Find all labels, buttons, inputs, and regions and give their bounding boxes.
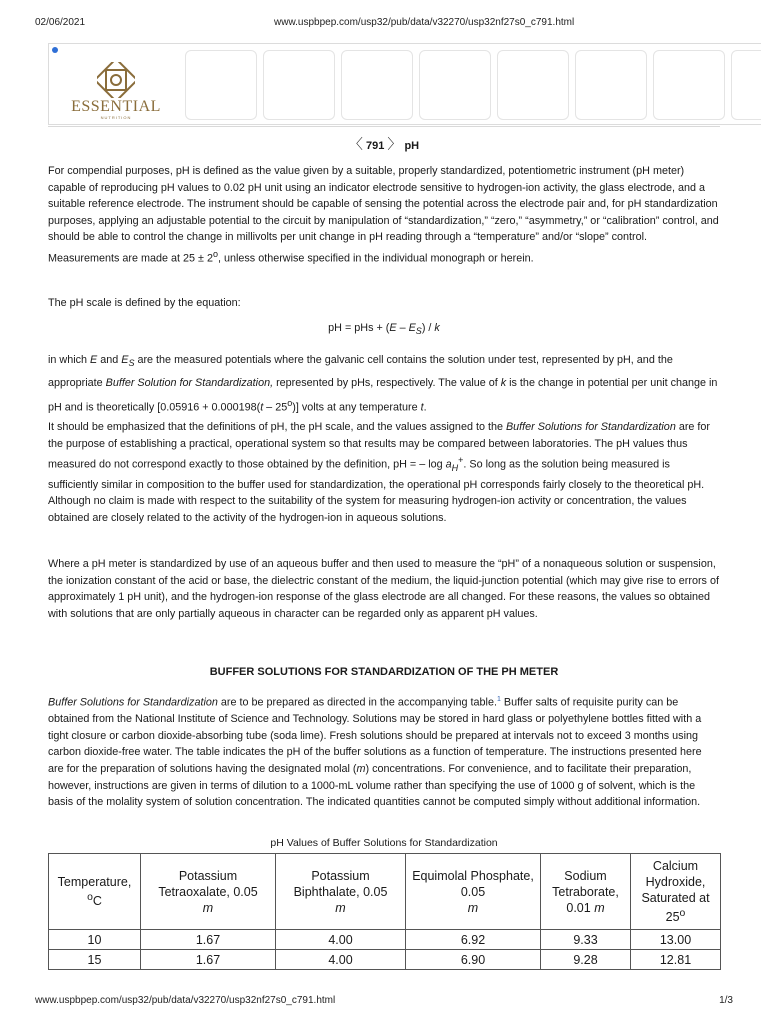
essential-nutrition-logo[interactable] <box>61 62 171 122</box>
ad-info-icon[interactable] <box>52 47 58 53</box>
table-cell: 9.33 <box>541 930 631 950</box>
table-row <box>49 930 721 950</box>
table-header-row <box>49 854 721 930</box>
table-cell: 15 <box>49 950 141 970</box>
knot-emblem-icon <box>97 62 135 98</box>
paragraph-definition: For compendial purposes, pH is defined as the value given by a suitable, properly standardized, potentiometric instrument (pH meter) capable of reproducing pH values to 0.02 pH unit using an indicator electrode sensitive to hydrogen-ion activity, the glass electrode, and a suitable reference electrode. The instrument should be capable of sensing the potential across the electrode pair and, for pH standardization purposes, applying an adjustable potential to the circuit by manipulation of “standardization,” “zero,” “asymmetry,” or “calibration” control, and should be able to control the change in millivolts per unit change in pH reading through a “temperature” and/or “slope” control. Measurements are made at $25 \pm 2^o$, unless otherwise specified in the individual monograph or herein. <box>48 165 719 265</box>
section-title: BUFFER SOLUTIONS FOR STANDARDIZATION OF THE PH METER <box>209 666 559 678</box>
print-url: www.uspbpep.com/usp32/pub/data/v32270/usp32nf27s0_c791.html <box>274 17 575 28</box>
col-header-tetraborate: Sodium Tetraborate, 0.01 m <box>541 854 631 930</box>
footnote-link[interactable]: 1 <box>496 696 501 703</box>
table-cell: 9.28 <box>541 950 631 970</box>
paragraph-operational-ph: It should be emphasized that the definitions of pH, the pH scale, and the values assigned to the Buffer Solutions for Standardization are for the purpose of establishing a practical, operational system so that results may be compared between laboratories. The pH values thus measured do not correspond exactly to those obtained by the definition, pH = – $\log a_H^+$. So long as the solution being measured is sufficiently similar in composition to the buffer used for standardization, the operational pH corresponds fairly closely to the theoretical pH. Although no claim is made with respect to the suitability of the system for measuring hydrogen-ion activity or concentration, the values obtained are closely related to the activity of the hydrogen-ion in aqueous solutions. <box>48 421 711 524</box>
ad-product-tile[interactable] <box>575 50 647 120</box>
logo-word: ESSENTIAL <box>71 98 161 115</box>
divider <box>48 126 720 127</box>
ad-product-tile[interactable] <box>497 50 569 120</box>
ad-banner[interactable] <box>48 43 761 125</box>
paragraph-buffer-solutions: Buffer Solutions for Standardization are to be prepared as directed in the accompanying table.$^1$ Buffer salts of requisite purity can be obtained from the National Institute of Science and Technology. Solutions may be stored in hard glass or polyethylene bottles fitted with a tight closure or carbon dioxide-absorbing tube (soda lime). Fresh solutions should be prepared at intervals not to exceed 3 months using carbon dioxide-free water. The table indicates the pH of the buffer solutions as a function of temperature. The instructions presented here are for the preparation of solutions having the designated molal (m) concentrations. For convenience, and to facilitate their preparation, however, instructions are given in terms of dilution to a 1000-mL volume rather than specifying the use of 1000 g of solvent, which is the basis of the molality system of solution concentration. The indicated quantities cannot be computed simply without additional information. <box>48 696 702 809</box>
ad-product-tile[interactable] <box>419 50 491 120</box>
col-header-biphthalate: Potassium Biphthalate, 0.05 m <box>276 854 406 930</box>
logo-subword: NUTRITION <box>100 115 132 120</box>
print-footer-url: www.uspbpep.com/usp32/pub/data/v32270/usp32nf27s0_c791.html <box>35 995 336 1006</box>
print-page-number: 1/3 <box>719 995 733 1006</box>
ad-product-tile[interactable] <box>341 50 413 120</box>
table-cell: 12.81 <box>631 950 721 970</box>
table-cell: 4.00 <box>276 930 406 950</box>
col-header-temperature: Temperature, $^o$C <box>49 854 141 930</box>
table-cell: 1.67 <box>141 950 276 970</box>
paragraph-nonaqueous: Where a pH meter is standardized by use of an aqueous buffer and then used to measure the “pH” of a nonaqueous solution or suspension, the ionization constant of the acid or base, the dielectric constant of the medium, the liquid-junction potential (which may give rise to errors of approximately 1 pH unit), and the hydrogen-ion response of the glass electrode are all changed. For these reasons, the values so obtained with solutions that are only partially aqueous in character can be regarded only as apparent pH values. <box>48 558 719 620</box>
table-cell: 6.90 <box>406 950 541 970</box>
ad-product-tile[interactable] <box>653 50 725 120</box>
ad-product-tile[interactable] <box>185 50 257 120</box>
print-date: 02/06/2021 <box>35 17 86 28</box>
col-header-phosphate: Equimolal Phosphate, 0.05 m <box>406 854 541 930</box>
table-cell: 10 <box>49 930 141 950</box>
table-caption: pH Values of Buffer Solutions for Standardization <box>270 837 498 849</box>
table-cell: 13.00 <box>631 930 721 950</box>
paragraph-scale-intro: The pH scale is defined by the equation: <box>48 297 241 309</box>
table-row <box>49 950 721 970</box>
col-header-calcium-hydroxide: Calcium Hydroxide, Saturated at 25$^o$ <box>631 854 721 930</box>
table-cell: 4.00 <box>276 950 406 970</box>
col-header-tetraoxalate: Potassium Tetraoxalate, 0.05 m <box>141 854 276 930</box>
buffer-ph-table <box>48 853 721 970</box>
ph-equation: pH = pHs + $(E - E_S)$ / k <box>328 322 440 337</box>
ad-product-tile[interactable] <box>263 50 335 120</box>
ad-product-tile[interactable] <box>731 50 761 120</box>
table-cell: 1.67 <box>141 930 276 950</box>
paragraph-equation-terms: in which E and $E_S$ are the measured potentials where the galvanic cell contains the solution under test, represented by pH, and the appropriate Buffer Solution for Standardization, represented by pHs, respectively. The value of k is the change in potential per unit change in pH and is theoretically [0.05916 + 0.000198(t – 25$^o$)] volts at any temperature t. <box>48 354 718 414</box>
chapter-title: 〈 791 〉 pH <box>348 136 420 152</box>
table-cell: 6.92 <box>406 930 541 950</box>
